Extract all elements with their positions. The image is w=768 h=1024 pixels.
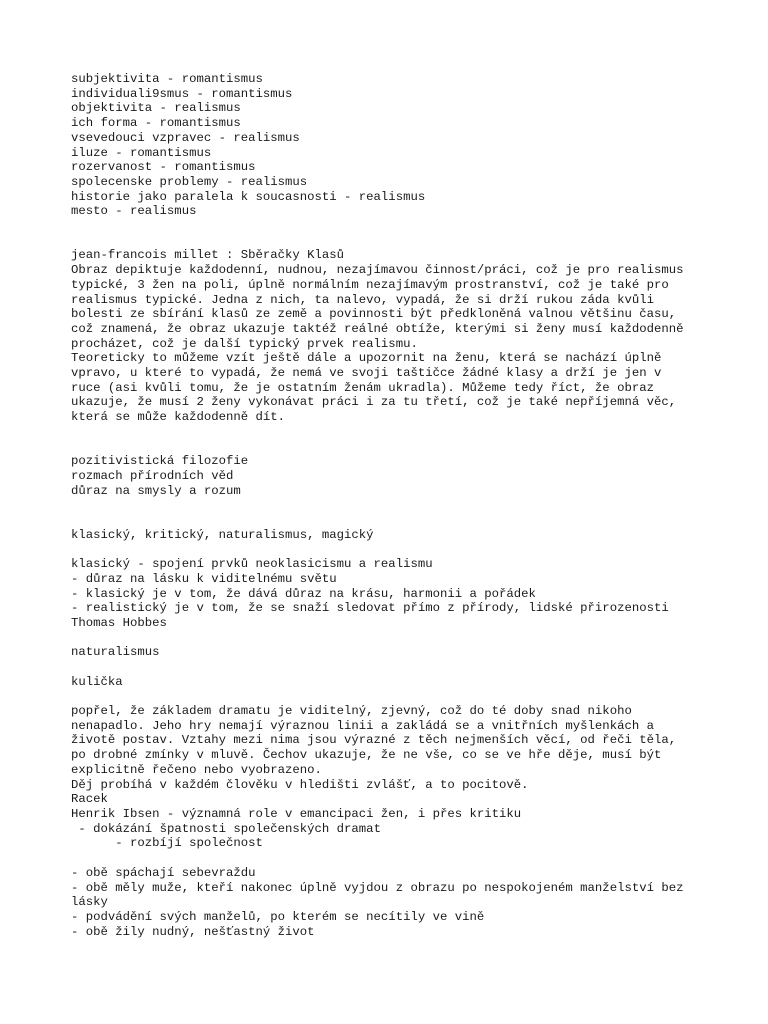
text-line: Teoreticky to můžeme vzít ještě dále a upozornit na ženu, která se nachází úplně — [71, 351, 662, 366]
text-line: Děj probíhá v každém člověku v hledišti zvlášť, a to pocitově. — [71, 777, 529, 792]
text-line — [71, 234, 711, 249]
text-line: iluze - romantismus — [71, 145, 212, 160]
text-line: - obě měly muže, kteří nakonec úplně vyjdou z obrazu po nespokojeném manželství bez — [71, 880, 684, 895]
text-line — [71, 631, 711, 646]
text-line — [71, 851, 711, 866]
text-line: lásky — [71, 895, 108, 910]
text-line — [71, 498, 711, 513]
text-line: historie jako paralela k soucasnosti - realismus — [71, 189, 426, 204]
text-line — [71, 542, 711, 557]
text-line: - realistický je v tom, že se snaží sledovat přímo z přírody, lidské přirozenosti — [71, 601, 669, 616]
text-line: individuali9smus - romantismus — [71, 86, 293, 101]
text-line: explicitně řečeno nebo vyobrazeno. — [71, 762, 322, 777]
text-line: - rozbíjí společnost — [71, 836, 263, 851]
text-line: která se může každodenně dít. — [71, 410, 286, 425]
text-line: procházet, což je další typický prvek realismu. — [71, 336, 418, 351]
text-line: ruce (asi kvůli tomu, že je ostatním ženám ukradla). Můžeme tedy říct, že obraz — [71, 380, 654, 395]
text-line: naturalismus — [71, 645, 160, 660]
text-line: - klasický je v tom, že dává důraz na krásu, harmonii a pořádek — [71, 586, 536, 601]
text-line — [71, 660, 711, 675]
text-line: bolesti ze sbírání klasů ze země a povinnosti být předkloněná valnou většinu času, — [71, 307, 677, 322]
text-line: realismus typické. Jedna z nich, ta nalevo, vypadá, že si drží rukou záda kvůli — [71, 292, 654, 307]
text-line: spolecenske problemy - realismus — [71, 174, 308, 189]
text-line: popřel, že základem dramatu je viditelný, zjevný, což do té doby snad nikoho — [71, 704, 632, 719]
text-line: rozervanost - romantismus — [71, 160, 256, 175]
text-line: pozitivistická filozofie — [71, 454, 249, 469]
text-line: Racek — [71, 792, 108, 807]
text-line: vsevedouci vzpravec - realismus — [71, 130, 300, 145]
text-line: po drobné zmínky v mluvě. Čechov ukazuje, že ne vše, co se ve hře děje, musí být — [71, 748, 662, 763]
text-line — [71, 425, 711, 440]
text-line: vpravo, u které to vypadá, že nemá ve svoji taštičce žádné klasy a drží je jen v — [71, 366, 662, 381]
text-line: důraz na smysly a rozum — [71, 483, 241, 498]
text-line: subjektivita - romantismus — [71, 72, 263, 86]
text-line: - obě spáchají sebevraždu — [71, 865, 256, 880]
text-line: rozmach přírodních věd — [71, 468, 234, 483]
text-line: - podvádění svých manželů, po kterém se necítily ve vině — [71, 909, 485, 924]
text-line: Obraz depiktuje každodenní, nudnou, nezajímavou činnost/práci, což je pro realismus — [71, 263, 684, 278]
text-line: Henrik Ibsen - významná role v emancipaci žen, i přes kritiku — [71, 807, 522, 821]
document-text — [71, 72, 711, 939]
text-line: Thomas Hobbes — [71, 615, 167, 630]
text-line: klasický, kritický, naturalismus, magický — [71, 527, 374, 542]
text-line: mesto - realismus — [71, 204, 197, 219]
text-line: ukazuje, že musí 2 ženy vykonávat práci i za tu třetí, což je také nepříjemná věc, — [71, 395, 677, 410]
text-line: což znamená, že obraz ukazuje taktéž reálné obtíže, kterými si ženy musí každodenně — [71, 321, 684, 336]
text-line: jean-francois millet : Sběračky Klasů — [71, 248, 345, 263]
text-line: klasický - spojení prvků neoklasicismu a realismu — [71, 557, 433, 572]
text-line — [71, 689, 711, 704]
text-line: - důraz na lásku k viditelnému světu — [71, 571, 337, 586]
text-line: typické, 3 žen na poli, úplně normálním nezajímavým prostranství, což je také pro — [71, 277, 669, 292]
text-line: životě postav. Vztahy mezi nima jsou výrazné z těch nejmenších věcí, od řeči těla, — [71, 733, 677, 748]
text-line: - dokázání špatnosti společenských dramat — [71, 821, 381, 836]
text-line — [71, 513, 711, 528]
text-line — [71, 440, 711, 455]
text-line: kulička — [71, 674, 123, 689]
text-line: - obě žily nudný, nešťastný život — [71, 924, 315, 939]
text-line: objektivita - realismus — [71, 101, 241, 116]
text-line: nenapadlo. Jeho hry nemají výraznou linii a zakládá se a vnitřních myšlenkách a — [71, 718, 654, 733]
text-line — [71, 219, 711, 234]
text-line: ich forma - romantismus — [71, 116, 241, 131]
